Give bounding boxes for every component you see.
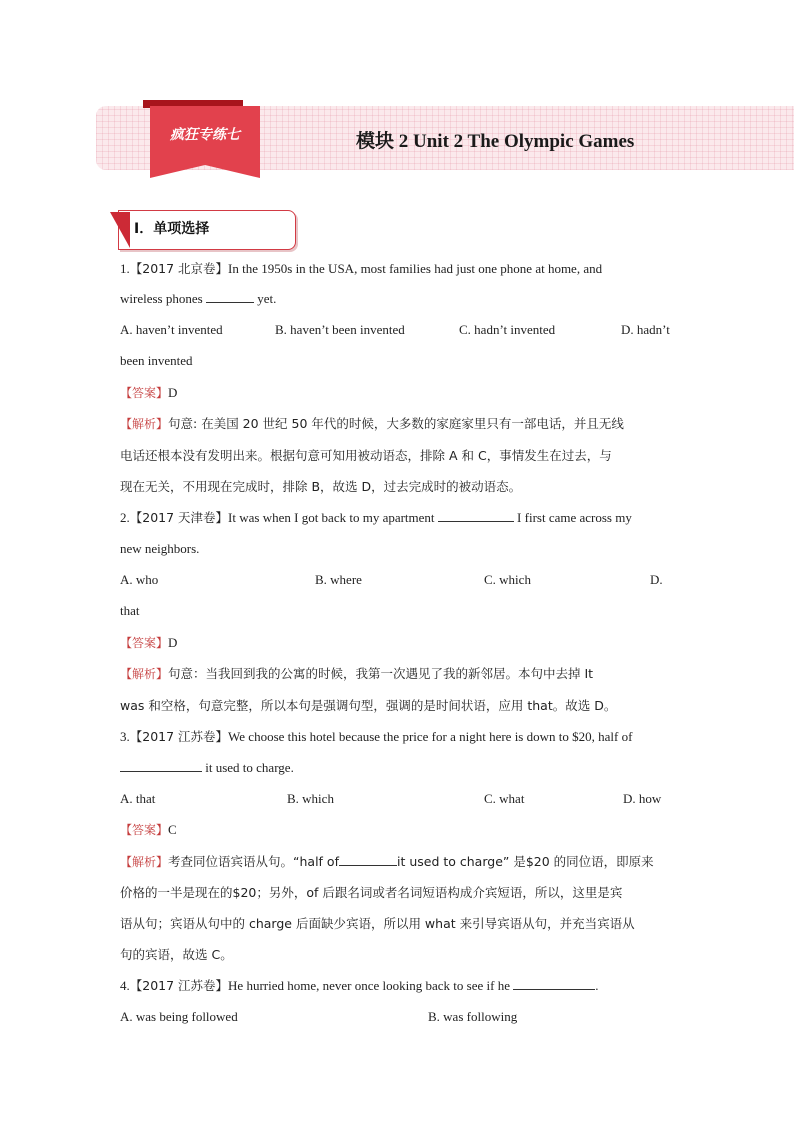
option-a: A. that [120, 791, 156, 806]
question-stem: He hurried home, never once looking back to see if he [228, 978, 510, 993]
option-b: B. which [287, 791, 334, 806]
explanation-line: 电话还根本没有发明出来。根据句意可知用被动语态，排除 A 和 C，事情发生在过去，与 [120, 448, 612, 463]
question-3-line-2 [120, 759, 294, 777]
explanation-line [120, 853, 654, 871]
question-stem: We choose this hotel because the price for a night here is down to $20, half of [228, 729, 633, 744]
explanation-tag: 【解析】 [120, 417, 169, 431]
answer-line [120, 821, 177, 839]
ribbon-tab-label: 疯狂专练七 [170, 127, 240, 143]
explanation-line [120, 415, 624, 433]
option-d-continued: been invented [120, 353, 193, 368]
page-title: 模块 2 Unit 2 The Olympic Games [356, 131, 635, 152]
question-stem: . [595, 978, 599, 993]
question-1-line-2 [120, 290, 276, 308]
explanation-text: 句意：当我回到我的公寓的时候，我第一次遇见了我的新邻居。本句中去掉 It [168, 666, 594, 681]
question-number: 4. [120, 978, 130, 993]
explanation-line: was 和空格，句意完整，所以本句是强调句型，强调的是时间状语，应用 that。故选 D。 [120, 698, 617, 713]
answer-blank [438, 509, 514, 522]
option-b: B. was following [428, 1009, 518, 1024]
option-a: A. haven’t invented [120, 322, 223, 337]
question-source: 【2017 北京卷】 [129, 261, 229, 276]
answer-value: D [168, 635, 178, 650]
answer-blank [206, 290, 254, 303]
answer-line [120, 384, 177, 402]
explanation-tag: 【解析】 [120, 855, 169, 869]
answer-tag: 【答案】 [120, 636, 169, 650]
explanation-line: 句的宾语，故选 C。 [120, 947, 233, 962]
explanation-text: it used to charge” 是$20 的同位语，即原来 [396, 854, 654, 869]
option-c: C. what [484, 791, 525, 806]
option-b: B. where [315, 572, 362, 587]
explanation-line [120, 665, 593, 683]
answer-blank [120, 759, 202, 772]
option-d: D. hadn’t [621, 322, 670, 337]
answer-line [120, 634, 177, 652]
question-4-line-1 [120, 977, 598, 995]
question-source: 【2017 江苏卷】 [129, 978, 229, 993]
explanation-line: 价格的一半是现在的$20；另外，of 后跟名词或者名词短语构成介宾短语，所以，这里是宾 [120, 885, 623, 900]
question-stem: it used to charge. [205, 760, 294, 775]
question-stem: new neighbors. [120, 541, 200, 556]
explanation-line: 现在无关，不用现在完成时，排除 B，故选 D，过去完成时的被动语态。 [120, 479, 522, 494]
explanation-text: 考查同位语宾语从句。“half of [168, 854, 339, 869]
question-stem: yet. [257, 291, 277, 306]
question-stem: In the 1950s in the USA, most families had just one phone at home, and [228, 261, 603, 276]
explanation-line: 语从句；宾语从句中的 charge 后面缺少宾语，所以用 what 来引导宾语从句，并充当宾语从 [120, 916, 635, 931]
question-1-line-1 [120, 260, 602, 278]
answer-value: D [168, 385, 178, 400]
answer-tag: 【答案】 [120, 386, 169, 400]
answer-value: C [168, 822, 177, 837]
answer-blank [339, 853, 397, 866]
option-a: A. was being followed [120, 1009, 238, 1024]
answer-tag: 【答案】 [120, 823, 169, 837]
option-d: D. how [623, 791, 662, 806]
option-a: A. who [120, 572, 159, 587]
question-number: 3. [120, 729, 130, 744]
question-stem: I first came across my [517, 510, 632, 525]
question-source: 【2017 江苏卷】 [129, 729, 229, 744]
explanation-tag: 【解析】 [120, 667, 169, 681]
question-3-line-1 [120, 728, 632, 746]
option-b: B. haven’t been invented [275, 322, 405, 337]
question-number: 2. [120, 510, 130, 525]
answer-blank [513, 977, 595, 990]
question-stem: It was when I got back to my apartment [228, 510, 435, 525]
section-label: Ⅰ．单项选择 [134, 221, 210, 237]
question-stem: wireless phones [120, 291, 203, 306]
option-c: C. hadn’t invented [459, 322, 556, 337]
option-c: C. which [484, 572, 531, 587]
question-2-line-1 [120, 509, 632, 527]
option-d: D. [650, 572, 663, 587]
question-number: 1. [120, 261, 130, 276]
option-d-continued: that [120, 603, 140, 618]
question-source: 【2017 天津卷】 [129, 510, 229, 525]
explanation-text: 句意: 在美国 20 世纪 50 年代的时候，大多数的家庭家里只有一部电话，并且无线 [168, 416, 624, 431]
